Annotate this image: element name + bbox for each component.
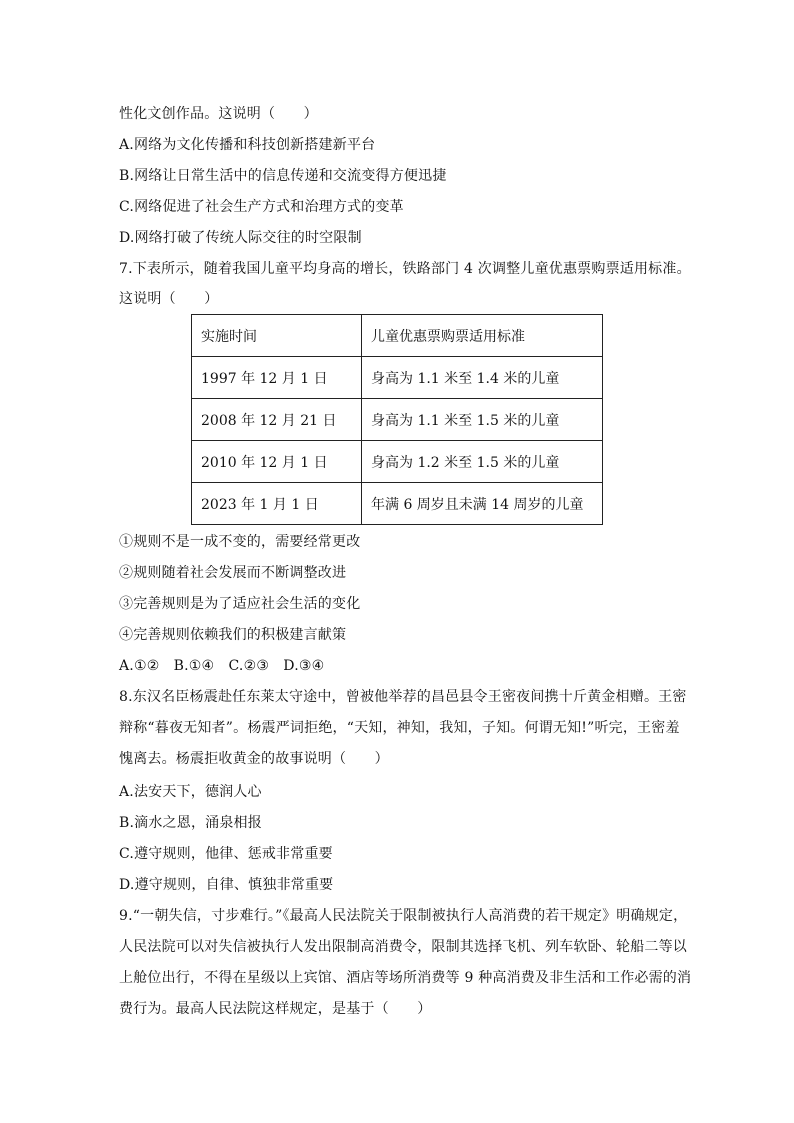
table-cell: 身高为 1.1 米至 1.5 米的儿童 xyxy=(362,399,603,441)
option-c: C.网络促进了社会生产方式和治理方式的变革 xyxy=(119,199,404,215)
question-8-text: 8.东汉名臣杨震赴任东莱太守途中，曾被他举荐的昌邑县令王密夜间携十斤黄金相赠。王密 xyxy=(119,689,687,705)
option-c: C.遵守规则，他律、惩戒非常重要 xyxy=(119,846,333,862)
question-7-text: 7.下表所示，随着我国儿童平均身高的增长，铁路部门 4 次调整儿童优惠票购票适用标准。 xyxy=(119,261,691,277)
question-9-text: 9.“一朝失信，寸步难行。”《最高人民法院关于限制被执行人高消费的若干规定》明确规定， xyxy=(119,908,688,924)
table-row xyxy=(192,483,603,525)
option-d: D.网络打破了传统人际交往的时空限制 xyxy=(119,230,362,246)
option-b: B.网络让日常生活中的信息传递和交流变得方便迅捷 xyxy=(119,168,447,184)
table-row xyxy=(192,399,603,441)
statement-2: ②规则随着社会发展而不断调整改进 xyxy=(119,565,347,581)
table-cell: 1997 年 12 月 1 日 xyxy=(192,357,362,399)
table-cell: 年满 6 周岁且未满 14 周岁的儿童 xyxy=(362,483,603,525)
table-row xyxy=(192,441,603,483)
table-header: 儿童优惠票购票适用标准 xyxy=(362,315,603,357)
option-b: B.滴水之恩，涌泉相报 xyxy=(119,815,262,831)
statement-1: ①规则不是一成不变的，需要经常更改 xyxy=(119,534,361,550)
answer-options: A.①② B.①④ C.②③ D.③④ xyxy=(119,658,325,674)
question-8-text: 辩称“暮夜无知者”。杨震严词拒绝，“天知，神知，我知，子知。何谓无知!”听完，王密羞 xyxy=(119,720,680,736)
table-header: 实施时间 xyxy=(192,315,362,357)
table-cell: 身高为 1.1 米至 1.4 米的儿童 xyxy=(362,357,603,399)
statement-3: ③完善规则是为了适应社会生活的变化 xyxy=(119,596,361,612)
option-d: D.遵守规则，自律、慎独非常重要 xyxy=(119,877,334,893)
table-cell: 2008 年 12 月 21 日 xyxy=(192,399,362,441)
question-7-prompt: 这说明（ ） xyxy=(119,291,219,307)
statement-4: ④完善规则依赖我们的积极建言献策 xyxy=(119,627,347,643)
question-8-prompt: 愧离去。杨震拒收黄金的故事说明（ ） xyxy=(119,751,389,767)
table-cell: 2023 年 1 月 1 日 xyxy=(192,483,362,525)
table-cell: 2010 年 12 月 1 日 xyxy=(192,441,362,483)
table-cell: 身高为 1.2 米至 1.5 米的儿童 xyxy=(362,441,603,483)
table-header-row xyxy=(192,315,603,357)
option-a: A.网络为文化传播和科技创新搭建新平台 xyxy=(119,137,376,153)
table-row xyxy=(192,357,603,399)
question-9-prompt: 费行为。最高人民法院这样规定，是基于（ ） xyxy=(119,1001,432,1017)
option-a: A.法安天下，德润人心 xyxy=(119,784,262,800)
question-9-text: 上舱位出行，不得在星级以上宾馆、酒店等场所消费等 9 种高消费及非生活和工作必需的消 xyxy=(119,970,692,986)
text-line: 性化文创作品。这说明（ ） xyxy=(119,106,318,122)
ticket-standard-table xyxy=(191,314,603,525)
question-9-text: 人民法院可以对失信被执行人发出限制高消费令，限制其选择飞机、列车软卧、轮船二等以 xyxy=(119,939,687,955)
